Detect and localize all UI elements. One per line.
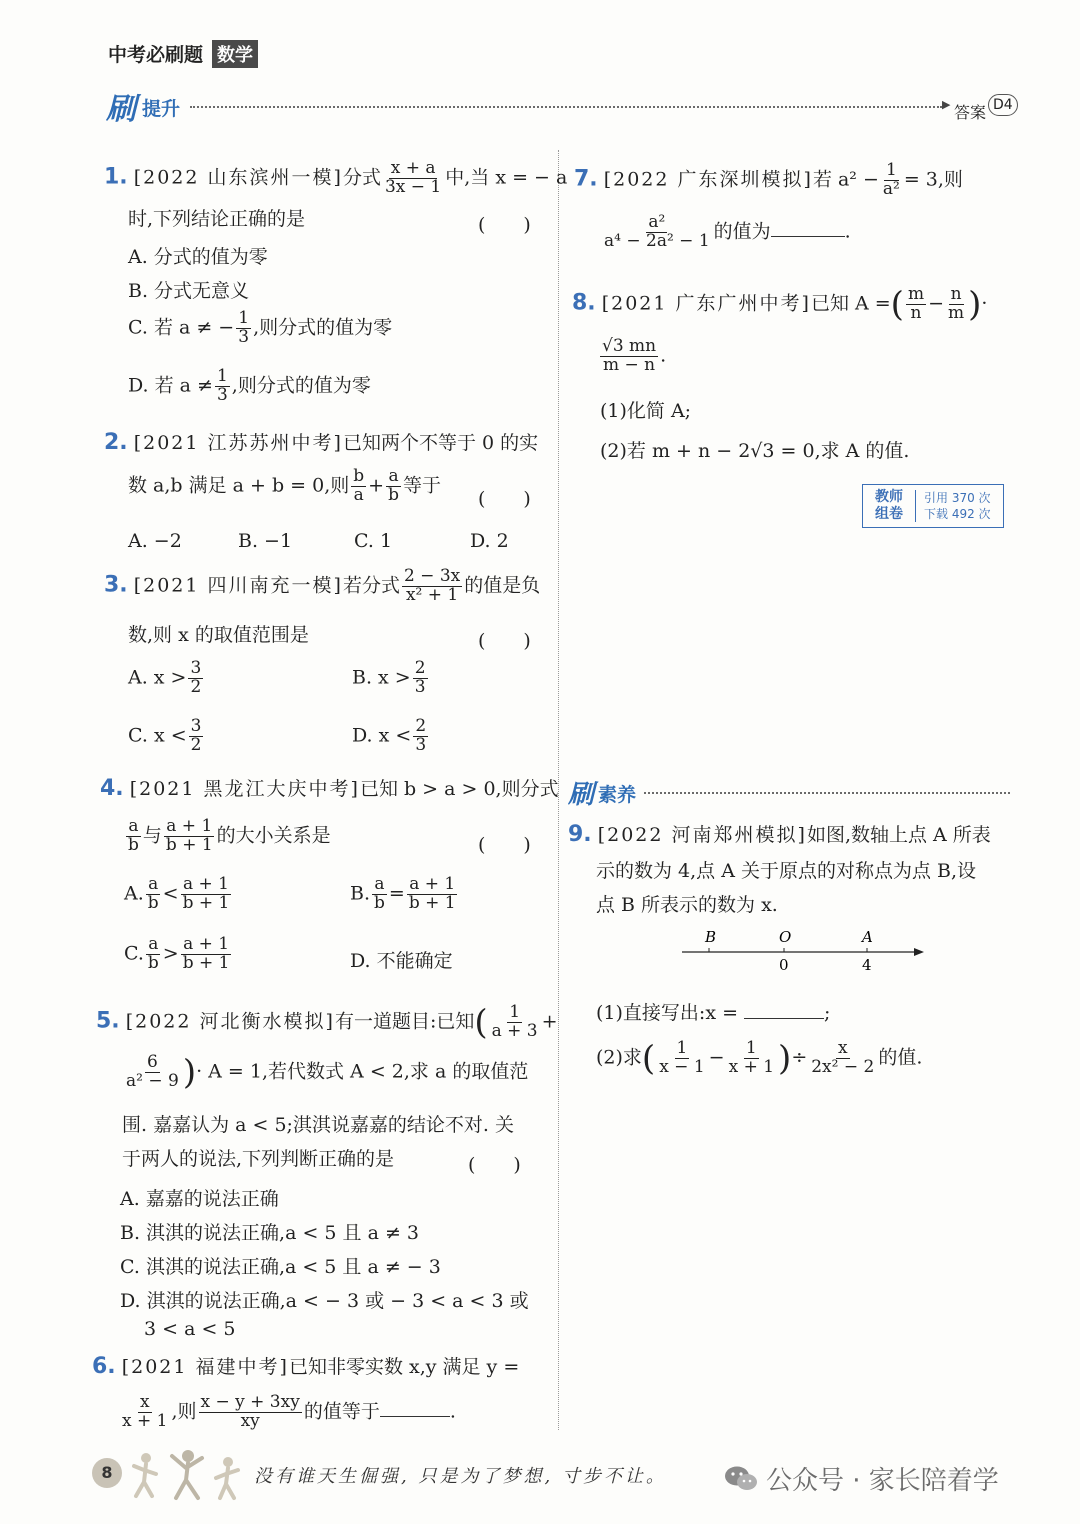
question-5: 5. [2022 河北衡水模拟]有一道题目:已知( $\frac{1}{a + 3}$ + $\frac{6}{\text{a² − 9}}$ )· A = 1,若代数式 A < 2,求 a 的取值范 围. 嘉嘉认为 a < 5;淇淇说嘉嘉的结论不对. 关 于两人的说法,下列判断正确的是 ( ) A. 嘉嘉的说法正确 B. 淇淇的说法正确,a < 5 且 a ≠ 3 C. 淇淇的说法正确,a < 5 且 a ≠ − 3 D. 淇淇的说法正确,a < − 3 或 − 3 < a < 3 或 3 < a < 5: [96, 1002, 558, 1340]
option-d: D. x < $\frac{2}{3}$: [352, 716, 427, 755]
option-b: B. −1: [238, 530, 293, 552]
section-header-suyang: [568, 774, 1012, 810]
stem-text: 点 B 所表示的数为 x.: [596, 894, 778, 916]
question-source: [2022 河南郑州模拟]: [597, 824, 807, 846]
stem-text: 数 a,b 满足 a + b = 0,则: [128, 474, 350, 497]
question-number: 2.: [104, 430, 128, 455]
option-d-continued: 3 < a < 5: [144, 1318, 236, 1340]
question-number: 1.: [104, 164, 128, 190]
question-number: 9.: [568, 822, 592, 847]
answer-paren: ( ): [468, 1154, 521, 1176]
question-1: [104, 156, 568, 418]
stem-text: 于两人的说法,下列判断正确的是: [122, 1148, 395, 1170]
question-source: [2021 广东广州中考]: [601, 292, 811, 315]
question-number: 5.: [96, 1008, 120, 1034]
stem-text: 中,当 x = − a: [445, 166, 568, 189]
stamp-citations: 引用 370 次: [924, 490, 991, 505]
footer-decoration: [92, 1444, 252, 1504]
stem-text: 时,下列结论正确的是: [128, 208, 306, 230]
teacher-stamp: [862, 484, 1004, 528]
answer-blank: [744, 1018, 824, 1019]
option-c: C. 1: [354, 530, 393, 552]
question-source: [2021 黑龙江大庆中考]: [129, 778, 360, 800]
part-2: (2)求: [596, 1046, 642, 1069]
answer-paren: ( ): [478, 488, 531, 510]
answer-code: D4: [988, 94, 1018, 116]
question-2: 2. [2021 江苏苏州中考]已知两个不等于 0 的实 数 a,b 满足 a + b = 0,则 $\frac{b}{a}$ + $\frac{a}{b}$ 等于 ( ) A. −2 B. −1 C. 1 D. 2: [104, 430, 539, 552]
arrow-right-icon: ▶: [942, 98, 951, 111]
part-1: (1)直接写出:x =: [596, 1002, 738, 1024]
section-label: 素养: [598, 784, 637, 806]
option-a: A. $\frac{a}{b}$ < $\frac{a + 1}{b + 1}$: [124, 874, 230, 913]
book-title: 中考必刷题: [108, 44, 204, 66]
stem-text: 围. 嘉嘉认为 a < 5;淇淇说嘉嘉的结论不对. 关: [122, 1114, 515, 1136]
answer-blank: [380, 1416, 450, 1417]
label-b: B: [705, 928, 717, 946]
section-header-tisheng: [106, 84, 1018, 127]
option-b: B. 分式无意义: [128, 280, 250, 302]
question-6: 6. [2021 福建中考]已知非零实数 x,y 满足 y = $\frac{x}{x + 1}$ ,则 $\frac{x - y + 3xy}{xy}$ 的值等于 .: [92, 1354, 520, 1431]
question-number: 4.: [100, 776, 124, 801]
label-a: A: [862, 928, 873, 946]
running-figures-icon: [128, 1448, 248, 1502]
option-b: B. $\frac{a}{b}$ = $\frac{a + 1}{b + 1}$: [350, 874, 456, 913]
option-d: D. 2: [470, 530, 509, 552]
footer-slogan: 没有谁天生倔强, 只是为了梦想, 寸步不让。: [254, 1466, 667, 1487]
stamp-left-top: 教师: [875, 489, 903, 506]
answer-blank: [771, 236, 845, 237]
question-8: 8. [2021 广东广州中考]已知 A =( $\frac{m}{n}$ − $\frac{n}{m}$ )· $\frac{√3 mn}{m - n}$ . (1)化简 A; (2)若 m + n − 2√3 = 0,求 A 的值.: [572, 284, 988, 462]
question-4: 4. [2021 黑龙江大庆中考]已知 b > a > 0,则分式 $\frac{a}{b}$ 与 $\frac{a + 1}{b + 1}$ 的大小关系是 ( ) A. $\frac{a}{b}$ < $\frac{a + 1}{b + 1}$ B. $\frac{a}{b}$ = $\frac{a + 1}{b + 1}$ C. $\frac{a}{b}$ > $\frac{a + 1}{b + 1}$ D. 不能确定: [100, 776, 559, 973]
answer-paren: ( ): [478, 834, 531, 856]
section-divider: [644, 792, 1010, 794]
fraction: $\frac{x + a}{3x - 1}$: [384, 158, 442, 197]
question-source: [2021 江苏苏州中考]: [133, 432, 343, 454]
question-number: 3.: [104, 572, 128, 598]
option-a: A. 嘉嘉的说法正确: [120, 1188, 279, 1210]
question-number: 8.: [572, 290, 596, 316]
question-3: 3. [2021 四川南充一模]若分式 $\frac{2 - 3x}{\text{x² + 1}}$ 的值是负 数,则 x 的取值范围是 ( ) A. x > $\frac{3}{2}$ B. x > $\frac{2}{3}$ C. x < $\frac{3}{2}$ D. x < $\frac{2}{3}$: [104, 566, 541, 755]
question-source: [2021 四川南充一模]: [133, 574, 343, 597]
question-7: 7. [2022 广东深圳模拟]若 a² − $\frac{1}{\text{a²}}$ = 3,则 $\frac{\text{a²}}{\text{a⁴ − 2a² − 1}}$ 的值为 .: [574, 160, 963, 251]
answer-paren: ( ): [478, 214, 531, 236]
option-a: A. −2: [128, 530, 182, 552]
stem-text: 数,则 x 的取值范围是: [128, 624, 309, 646]
option-b: B. x > $\frac{2}{3}$: [352, 658, 426, 697]
question-source: [2022 河北衡水模拟]: [125, 1010, 335, 1033]
option-d: D. 不能确定: [350, 950, 453, 972]
section-char: 刷: [106, 92, 136, 127]
option-d: D. 若 a ≠ $\frac{1}{3}$ ,则分式的值为零: [128, 366, 371, 405]
section-divider: [190, 106, 942, 108]
tick-label-4: 4: [862, 956, 872, 974]
option-c: C. 若 a ≠ − $\frac{1}{3}$ ,则分式的值为零: [128, 308, 393, 347]
option-a: A. 分式的值为零: [128, 246, 268, 268]
watermark: 公众号 · 家长陪着学: [724, 1460, 999, 1497]
question-9: 9. [2022 河南郑州模拟]如图,数轴上点 A 所表 示的数为 4,点 A 关于原点的对称点为点 B,设 点 B 所表示的数为 x. B O A 0 4 (1)直接写出:x = ; (2)求( $\frac{1}{x - 1}$ − $\frac{1}{x + 1}$ )÷ $\frac{x}{\text{2x² − 2}}$ 的值.: [568, 822, 991, 1079]
option-c: C. x < $\frac{3}{2}$: [128, 716, 202, 755]
wechat-icon: [724, 1465, 758, 1493]
option-c: C. $\frac{a}{b}$ > $\frac{a + 1}{b + 1}$: [124, 934, 230, 973]
arrow-right-icon: [914, 948, 924, 956]
stamp-downloads: 下载 492 次: [924, 507, 991, 521]
section-char: 刷: [568, 780, 595, 810]
answer-label: 答案: [954, 103, 987, 122]
question-source: [2022 广东深圳模拟]: [603, 168, 813, 191]
stem-text: 已知两个不等于 0 的实: [342, 432, 539, 454]
question-source: [2022 山东滨州一模]: [133, 166, 343, 189]
stem-text: 分式: [342, 166, 381, 189]
part-2: (2)若 m + n − 2√3 = 0,求 A 的值.: [600, 440, 910, 462]
question-number: 7.: [574, 166, 598, 192]
question-number: 6.: [92, 1354, 116, 1379]
option-b: B. 淇淇的说法正确,a < 5 且 a ≠ 3: [120, 1222, 419, 1244]
answer-paren: ( ): [478, 630, 531, 652]
option-c: C. 淇淇的说法正确,a < 5 且 a ≠ − 3: [120, 1256, 441, 1278]
stem-text: 示的数为 4,点 A 关于原点的对称点为点 B,设: [596, 860, 977, 882]
option-d: D. 淇淇的说法正确,a < − 3 或 − 3 < a < 3 或: [120, 1290, 529, 1312]
tick-label-0: 0: [779, 956, 789, 974]
page-number: 8: [92, 1458, 122, 1488]
question-source: [2021 福建中考]: [121, 1356, 289, 1378]
stamp-left-bottom: 组卷: [875, 506, 903, 522]
section-label: 提升: [142, 98, 181, 120]
subject-badge: 数学: [212, 40, 258, 68]
number-line-figure: [672, 926, 932, 976]
part-1: (1)化简 A;: [600, 400, 692, 422]
label-o: O: [779, 928, 792, 946]
option-a: A. x > $\frac{3}{2}$: [128, 658, 202, 697]
